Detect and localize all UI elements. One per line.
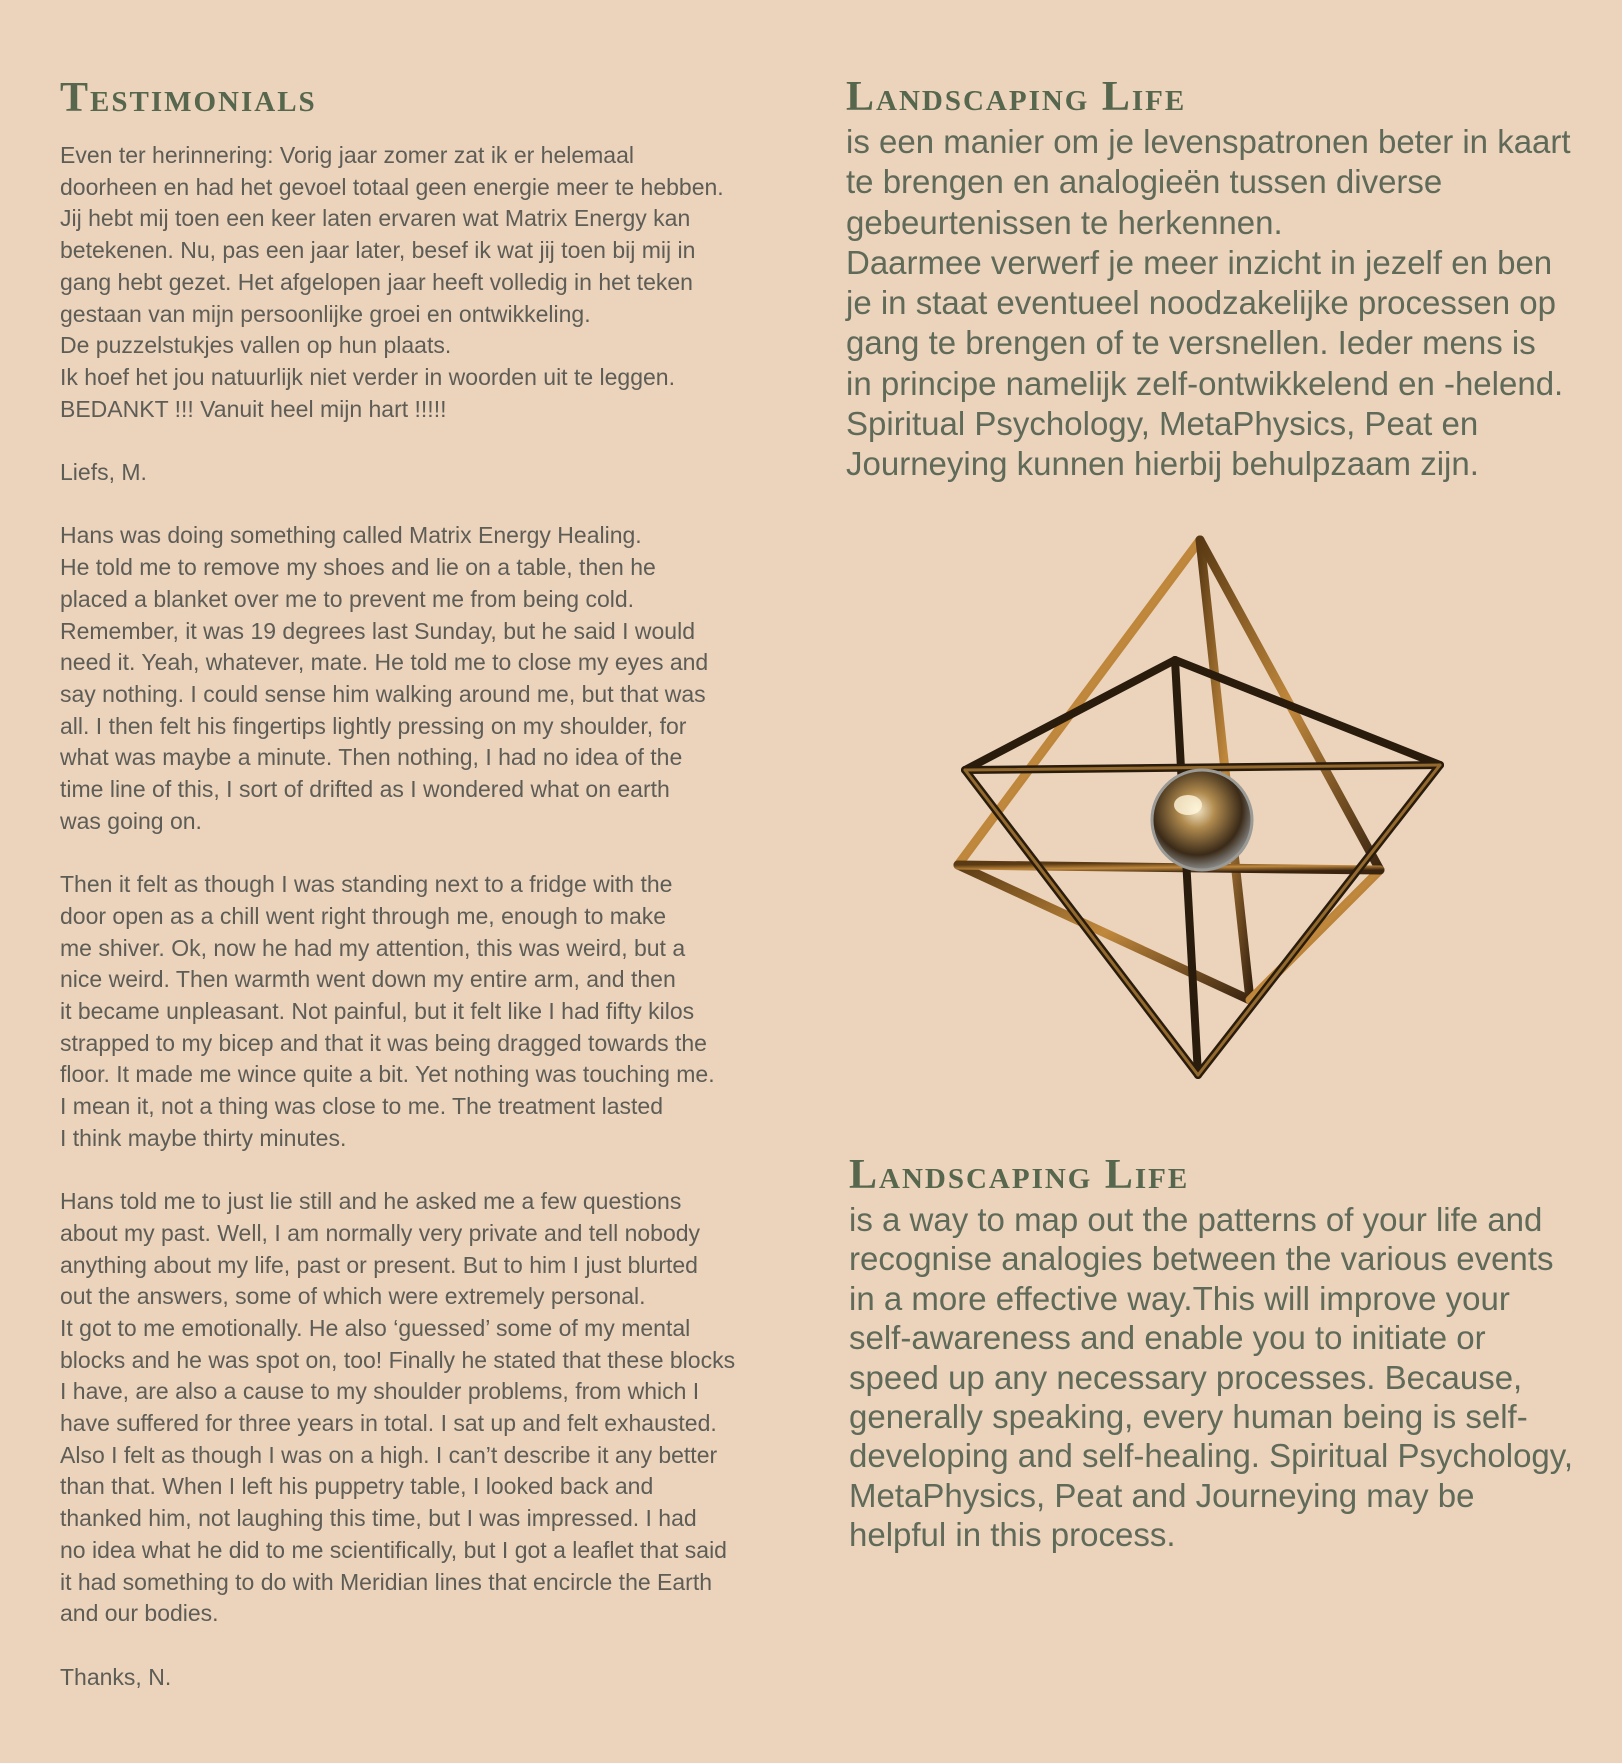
testimonial-signature-m: Liefs, M. [60,459,147,486]
testimonial-signature-n: Thanks, N. [60,1663,172,1690]
landscaping-dutch-section [846,72,1606,485]
landscaping-dutch-text: is een manier om je levenspatronen beter in kaart te brengen en analogieën tussen diverse gebeurtenissen te herkennen. Daarmee verwerf je meer inzicht in jezelf en ben je in staat eventueel noodzakelijke processen op gang te brengen of te versnellen. Ieder mens is in principe namelijk zelf-ontwikkelend en -helend. Spiritual Psychology, MetaPhysics, Peat en Journeying kunnen hierbij behulpzaam zijn. [846,123,1571,483]
testimonial-english-part3: Hans told me to just lie still and he asked me a few questions about my past. Well, I am normally very private and tell nobody anything about my life, past or present. But to him I just blurted out the answers, some of which were extremely personal. It got to me emotionally. He also ‘guessed’ some of my mental blocks and he was spot on, too! Finally he stated that these blocks I have, are also a cause to my shoulder problems, from which I have suffered for three years in total. I sat up and felt exhausted. Also I felt as though I was on a high. I can’t describe it any better than that. When I left his puppetry table, I looked back and thanked him, not laughing this time, but I was impressed. I had no idea what he did to me scientifically, but I got a leaflet that said it had something to do with Meridian lines that encircle the Earth and our bodies. [60,1188,736,1627]
testimonial-dutch: Even ter herinnering: Vorig jaar zomer zat ik er helemaal doorheen en had het gevoel totaal geen energie meer te hebben. Jij hebt mij toen een keer laten ervaren wat Matrix Energy kan betekenen. Nu, pas een jaar later, besef ik wat jij toen bij mij in gang hebt gezet. Het afgelopen jaar heeft volledig in het teken gestaan van mijn persoonlijke groei en ontwikkeling. De puzzelstukjes vallen op hun plaats. Ik hoef het jou natuurlijk niet verder in woorden uit te leggen. BEDANKT !!! Vanuit heel mijn hart !!!!! [60,142,724,422]
landscaping-english-section [849,1150,1609,1555]
testimonial-english-part1: Hans was doing something called Matrix Energy Healing. He told me to remove my shoes and lie on a table, then he placed a blanket over me to prevent me from being cold. Remember, it was 19 degrees last Sunday, but he said I would need it. Yeah, whatever, mate. He told me to close my eyes and say nothing. I could sense him walking around me, but that was all. I then felt his fingertips lightly pressing on my shoulder, for what was maybe a minute. Then nothing, I had no idea of the time line of this, I sort of drifted as I wondered what on earth was going on. [60,522,709,834]
testimonials-column [60,72,810,1693]
testimonial-english-part2: Then it felt as though I was standing next to a fridge with the door open as a chill went right through me, enough to make me shiver. Ok, now he had my attention, this was weird, but a nice weird. Then warmth went down my entire arm, and then it became unpleasant. Not painful, but it felt like I had fifty kilos strapped to my bicep and that it was being dragged towards the floor. It made me wince quite a bit. Yet nothing was touching me. I mean it, not a thing was close to me. The treatment lasted I think maybe thirty minutes. [60,871,715,1151]
merkaba-star-tetrahedron-image [940,530,1480,1090]
landscaping-english-title: Landscaping Life [849,1152,1190,1198]
testimonials-title: Testimonials [60,75,317,121]
landscaping-dutch-title: Landscaping Life [846,74,1187,120]
landscaping-english-text: is a way to map out the patterns of your life and recognise analogies between the various events in a more effective way.This will improve your self-awareness and enable you to initiate or speed up any necessary processes. Because, generally speaking, every human being is self- developing and self-healing. Spiritual Psychology, MetaPhysics, Peat and Journeying may be helpful in this process. [849,1201,1574,1554]
